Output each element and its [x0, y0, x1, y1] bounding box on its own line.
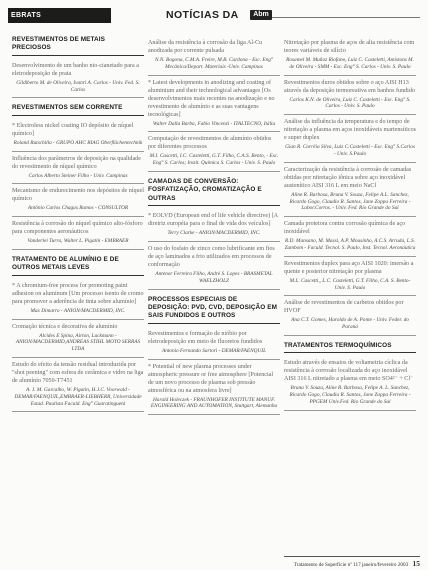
section-heading: TRATAMENTO DE ALUMÍNIO E DE OUTROS METAIS LEVES: [12, 256, 144, 276]
paper-title: * EOLVD (European end of life vehicle directive) [A diretriz européia para o final de vida dos veículos]: [148, 213, 278, 228]
page-number: 15: [412, 559, 420, 568]
abm-logo: Abm: [250, 10, 272, 20]
paper-title: O uso do fosfato de zinco como lubrificante em fios de aço laminados a frio utilizados em processos de conformação: [148, 246, 275, 268]
column-2: [148, 36, 280, 415]
paper-title: * Electroless nickel coating IO depósito de níquel químico]: [12, 122, 134, 137]
paper-authors: Aline R. Barbosa, Bruna V. Souza, Felipe A.L. Sanchez, Ricardo Gogo, Claudio R. Santos, Jane Zoppa Ferreira - Labor.Corros. - Univ. Fed. Rio Grande do Sul: [289, 191, 411, 212]
paper-entry: [284, 115, 416, 163]
paper-authors: R.D. Mansano, M. Massi, A.P. Mousinho, A.C.S. Arruda, L.S. Zambom - Faculd. Tecnol. S. Paulo, Inst. Tecnol. Aeronáutica: [284, 238, 416, 251]
paper-authors: Max Dimarro - ANION/MACDERMID, INC.: [30, 307, 126, 314]
paper-entry: [148, 132, 280, 172]
paper-entry: [12, 358, 144, 412]
paper-title: Nitretação por plasma de aços de alta resistência com teores variáveis de silício: [284, 40, 415, 54]
header-rule: [272, 17, 420, 18]
paper-title: Revestimentos duplex para aço AISI 1020: imersão a quente e posterior nitretação por plasma: [284, 260, 414, 275]
paper-title: * A chromium-free process for promoting paint adhesion on aluminum [Um processo isento de cromo para promover a aderência de tinta sobre alumínio]: [12, 282, 144, 305]
paper-title: Cromação técnica e decorativa de alumínio: [12, 323, 118, 330]
paper-authors: Carlos Alberto Steiner Filho - Univ. Campinas: [28, 172, 128, 179]
paper-title: Resistência à corrosão do níquel químico alto-fósforo para componentes aeronáuticos: [12, 221, 143, 236]
paper-title: Análise da influência da temperatura e do tempo de nitretação a plasma em aços inoxidáveis martensíticos e super duplex: [284, 119, 416, 142]
paper-authors: Ana C.T. Gomes, Haroldo de A. Ponte - Univ. Feder. do Paraná: [291, 317, 409, 331]
paper-authors: Roland Rutschilla - GRUPO AHC RIAG Oberflächentechnik: [13, 139, 143, 146]
paper-title: Estudo do efeito da tensão residual introduzida por "shot peening" com esfera de cerâmica e vidro na liga de alumínio 7050-T7451: [12, 362, 144, 384]
page-title: NOTÍCIAS DA: [166, 9, 239, 21]
paper-authors: A. J. M. Garcalho, W. Pigatin, H.J.C. Voorwald - DEMAR/FAENQUIL,EMBRAER-LIEBHERR, Universidade Estad. Paulista Faculd. Eng° Guaratinguetá: [14, 387, 142, 407]
section-tab: EBRATS: [8, 8, 111, 23]
paper-title: Revestimentos e formação de nióbio por eletrodeposição em meio de fluoretos fundidos: [148, 330, 263, 345]
paper-authors: Terry Clarke - ANION/MACDERMID, INC.: [167, 230, 261, 237]
paper-title: Influência dos parâmetros de deposição na qualidade do revestimento de níquel químico: [12, 155, 141, 170]
paper-authors: M.I. Cascetti, I.C. Casteletti, G.T. Filho, C.A.S. Bento, - Esc. Eng° S. Carlos; Instit. Química S. Carlos - Univ. S. Paulo: [149, 153, 279, 167]
journal-name: Tratamento de Superfície: [293, 562, 347, 568]
paper-entry: [284, 257, 416, 297]
paper-entry: [12, 119, 144, 152]
paper-title: Análise da resistência à corrosão da liga Al-Cu anodizada por corrente pulsada: [148, 40, 263, 54]
paper-entry: [148, 209, 280, 242]
paper-title: Computação de revestimentos de alumínio obtidos por diferentes processos: [148, 136, 272, 151]
paper-entry: [284, 36, 416, 76]
paper-entry: [284, 76, 416, 116]
paper-entry: [12, 184, 144, 217]
section-heading: TRATAMENTOS TERMOQUÍMICOS: [284, 342, 416, 353]
paper-title: Mecanismo de endurecimento nos depósitos de níquel químico: [12, 188, 145, 203]
issue-date: janeiro/fevereiro 2003: [361, 562, 409, 568]
paper-entry: [12, 59, 144, 99]
paper-authors: Gildiberto M. de Oliveira, Ivanri A. Carlos - Univ. Fed. S. Carlos: [16, 79, 140, 93]
paper-authors: Antônio Carlos Chagas Ramos - CONSULTOR: [27, 205, 129, 212]
paper-title: * Potential of new plasma processes under atmospheric pressure or free atmosphere [Potencial de um novo processo de plasma sob pressão atmosférica ou na atmosfera livre]: [148, 363, 274, 394]
section-heading: REVESTIMENTOS SEM CORRENTE: [12, 104, 144, 115]
paper-title: Camada protetora contra corrosão química de aço inoxidável: [284, 221, 406, 236]
paper-authors: Antonio Fernando Sartori - DEMAR/FAENQUIL: [161, 347, 267, 354]
paper-authors: Harald Holeczek - FRAUNHOFER INSTITUTE MANUF. ENGINEERING AND AUTOMATION, Stuttgart, Alemanha: [150, 396, 278, 410]
paper-entry: [148, 242, 280, 290]
paper-title: Estudo através de ensaios de voltametria cíclica da resistência à corrosão localizada do aço inoxidável AISI 316 L nitretado a plasma em meio SO4²⁻ + Cl⁻: [284, 360, 414, 383]
paper-entry: [148, 76, 280, 133]
paper-authors: Bruna V. Souza, Aline R. Barbosa, Felipe A. L. Sanchez, Ricardo Gogo, Claudia R. Santos, Jane Zoppa Ferreira - PPGEM Univ.Fed. Rio Grande do Sul: [289, 385, 411, 405]
paper-entry: [148, 360, 280, 416]
paper-authors: Carlos K.N. de Oliveira, Luiz C. Casteletti - Esc. Eng° S. Carlos - Univ. S. Paulo: [289, 96, 411, 110]
issue-number: nº 117: [347, 562, 361, 568]
column-3: [284, 36, 416, 411]
paper-title: Análise de revestimentos de carbetos obtidos por HVOF: [284, 300, 404, 315]
paper-entry: [284, 217, 416, 257]
paper-authors: Gian R. Corrêia Silva, Luiz C.Casteletti - Esc. Eng° S.Carlos - Univ. S.Paulo: [285, 144, 415, 157]
paper-entry: [12, 217, 144, 250]
paper-entry: [12, 152, 144, 185]
paper-authors: Rosamel M. Muñoz Riofano, Luiz C. Casteletti, Amistons M. de Oliveira - SMM - Esc. Eng° S. Carlos - Univ. S. Paulo: [286, 57, 414, 70]
paper-entry: [12, 279, 144, 320]
paper-authors: M.L. Cascetti,, L.C. Casteletti, G.T. Filho, C.A. S. Bento- Univ. S. Paulo: [289, 277, 411, 291]
section-heading: REVESTIMENTOS DE METAIS PRECIOSOS: [12, 36, 144, 56]
section-heading: PROCESSOS ESPECIAIS DE DEPOSIÇÃO: PVD, CVD, DEPOSIÇÃO EM SAIS FUNDIDOS E OUTROS: [148, 296, 280, 324]
paper-authors: Vanderlei Turra, Walter L. Pigatin - EMBRAER: [27, 238, 129, 245]
paper-authors: Walter Dalla Barba, Fabio Vincenzi - ITALTECNO, Itália: [152, 120, 276, 127]
column-1: [12, 36, 144, 412]
page-footer: [230, 559, 420, 569]
paper-title: Caracterização da resistência à corrosão de camadas obtidas por nitretação iônica sobre aço inoxidável austenítico AISI 316 L em meio NaCl: [284, 166, 412, 189]
paper-entry: [284, 356, 416, 410]
paper-authors: N.N. Bogona, C.M.A. Freire, M.B. Cardona - Esc. Eng° Mecânica/Depart. Materiais -Univ. Campinas: [154, 57, 274, 70]
paper-authors: Antenor Ferreira Filho, André S. Lopes - BRASMETAL WAELZHOLZ: [155, 271, 273, 284]
paper-entry: [284, 296, 416, 336]
page-header: [8, 8, 420, 24]
paper-entry: [148, 36, 280, 76]
paper-entry: [12, 320, 144, 358]
paper-title: * Latest developments in anodizing and coating of aluminium and their technological advantages [Os desenvolvimentos mais recentes na anodização e no revestimento de alumínio e as suas vantagens tecnológicas]: [148, 79, 275, 118]
footer-rule: [284, 556, 420, 557]
section-heading: CAMADAS DE CONVERSÃO: FOSFATIZAÇÃO, CROMATIZAÇÃO E OUTRAS: [148, 178, 280, 206]
paper-entry: [148, 327, 280, 360]
paper-title: Desenvolvimento de um banho nio-cianetado para a eletrodeposição de prata: [12, 62, 139, 77]
paper-title: Revestimentos duros obtidos sobre o aço AISI H13 através da deposição termoreativa em banhos fundido: [284, 79, 415, 94]
paper-authors: Alcides E Spina, Airton, Luckmann - ANION/MACDERMID,ANDREAS STIHL MOTO SERRAS LTDA: [15, 332, 141, 353]
paper-entry: [284, 163, 416, 217]
